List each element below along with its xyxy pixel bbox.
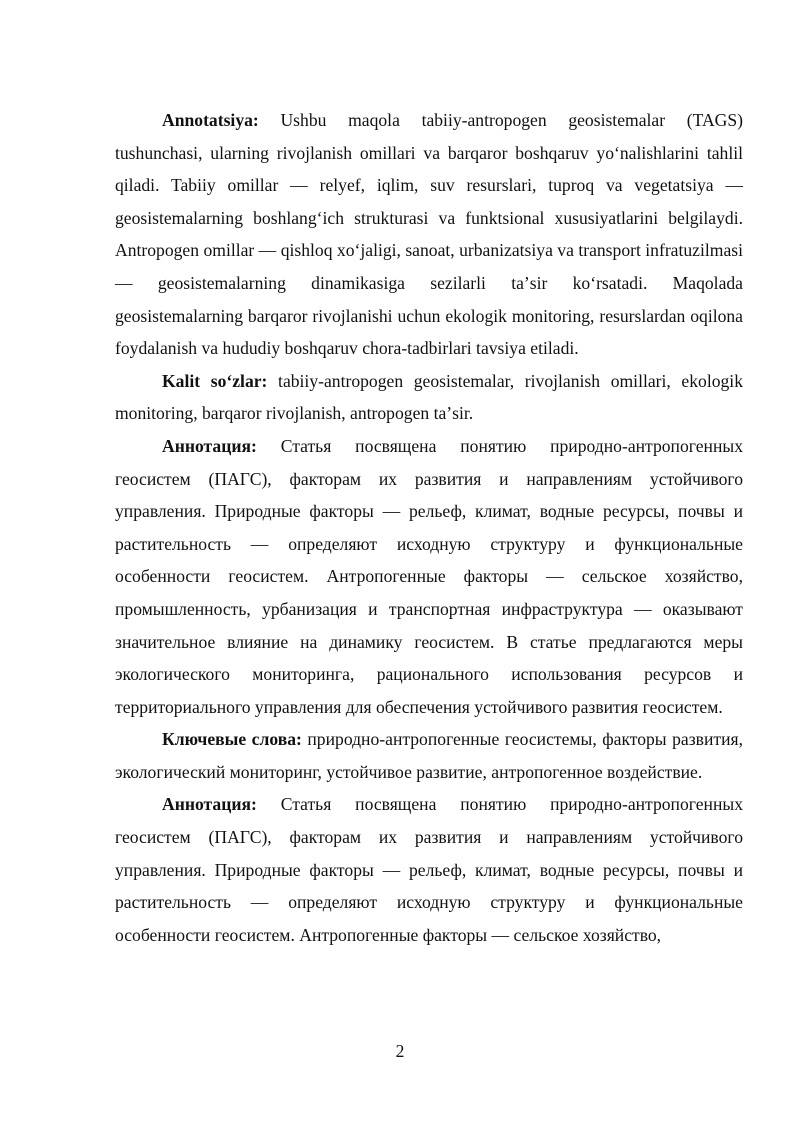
paragraph-text: Ushbu maqola tabiiy-antropogen geosistemalar (TAGS) tushunchasi, ularning rivojlanish omillari va barqaror boshqaruv yoʻnalishlarini tahlil qiladi. Tabiiy omillar — relyef, iqlim, suv resurslari, tuproq va vegetatsiya — geosistemalarning boshlangʻich strukturasi va funktsional xususiyatlarini belgilaydi. Antropogen omillar — qishloq xoʻjaligi, sanoat, urbanizatsiya va transport infratuzilmasi — geosistemalarning dinamikasiga sezilarli taʼsir koʻrsatadi. Maqolada geosistemalarning barqaror rivojlanishi uchun ekologik monitoring, resurslardan oqilona foydalanish va hududiy boshqaruv chora-tadbirlari tavsiya etiladi.	[115, 110, 743, 359]
paragraph-annotation-ru	[115, 430, 743, 723]
paragraph-keywords-ru	[115, 723, 743, 788]
paragraph-text: Статья посвящена понятию природно-антропогенных геосистем (ПАГС), факторам их развития и направлениям устойчивого управления. Природные факторы — рельеф, климат, водные ресурсы, почвы и растительность — определяют исходную структуру и функциональные особенности геосистем. Антропогенные факторы — сельское хозяйство,	[115, 794, 743, 945]
paragraph-label: Аннотация:	[162, 435, 257, 456]
page-number: 2	[395, 1041, 405, 1061]
paragraph-label: Annotatsiya:	[162, 110, 259, 130]
paragraph-annotation-uz	[115, 104, 743, 365]
paragraph-annotation-ru-repeat	[115, 788, 743, 951]
paragraph-label: Kalit soʻzlar:	[162, 370, 268, 391]
document-body	[115, 104, 743, 951]
paragraph-label: Аннотация:	[162, 794, 257, 815]
paragraph-text: tabiiy-antropogen geosistemalar, rivojlanish omillari, ekologik monitoring, barqaror rivojlanish, antropogen taʼsir.	[115, 370, 743, 424]
paragraph-keywords-uz	[115, 365, 743, 430]
paragraph-text: Статья посвящена понятию природно-антропогенных геосистем (ПАГС), факторам их развития и направлениям устойчивого управления. Природные факторы — рельеф, климат, водные ресурсы, почвы и растительность — определяют исходную структуру и функциональные особенности геосистем. Антропогенные факторы — сельское хозяйство, промышленность, урбанизация и транспортная инфраструктура — оказывают значительное влияние на динамику геосистем. В статье предлагаются меры экологического мониторинга, рационального использования ресурсов и территориального управления для обеспечения устойчивого развития геосистем.	[115, 435, 743, 717]
paragraph-text: природно-антропогенные геосистемы, факторы развития, экологический мониторинг, устойчивое развитие, антропогенное воздействие.	[115, 729, 744, 782]
paragraph-label: Ключевые слова:	[162, 729, 302, 750]
